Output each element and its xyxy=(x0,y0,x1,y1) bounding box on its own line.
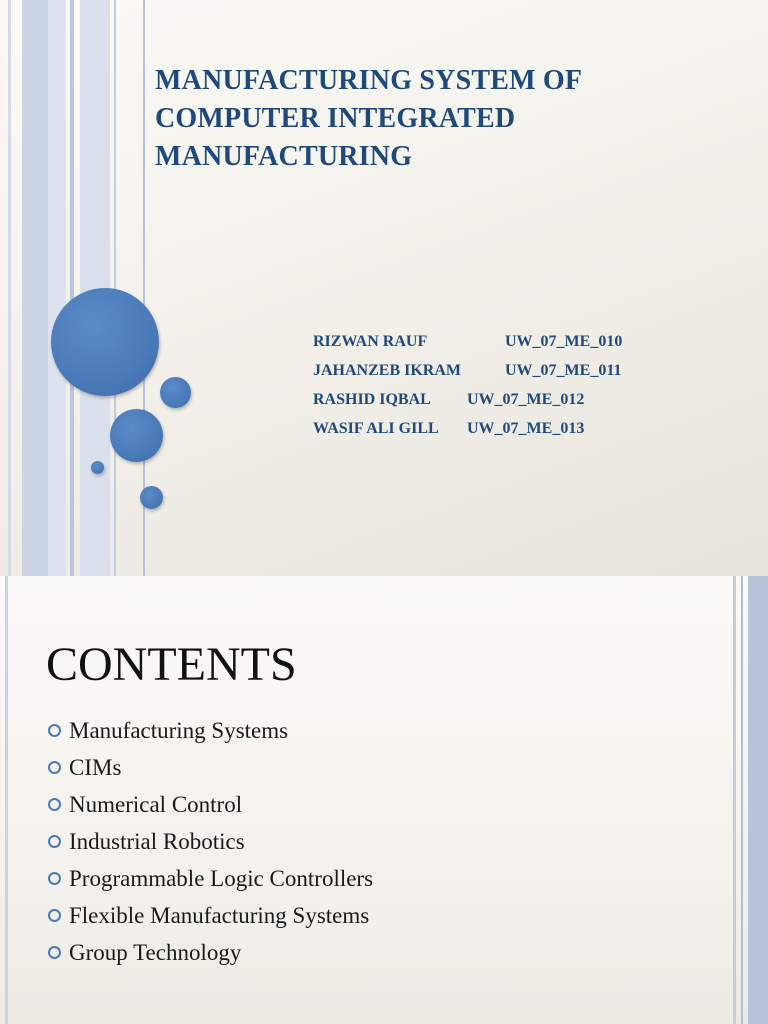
title-line: MANUFACTURING xyxy=(155,141,413,172)
stripe xyxy=(5,576,8,1024)
circle-tiny xyxy=(91,461,104,474)
list-item xyxy=(46,786,373,823)
hollow-circle-bullet-icon xyxy=(48,946,61,959)
author-name: RIZWAN RAUF xyxy=(313,333,428,350)
list-item-label: Industrial Robotics xyxy=(69,829,245,854)
list-item-label: Numerical Control xyxy=(69,792,243,817)
hollow-circle-bullet-icon xyxy=(48,909,61,922)
title-line: COMPUTER INTEGRATED xyxy=(155,103,516,134)
contents-list xyxy=(46,712,373,971)
author-id: UW_07_ME_011 xyxy=(505,362,622,379)
list-item-label: CIMs xyxy=(69,755,122,780)
stripe xyxy=(733,576,736,1024)
hollow-circle-bullet-icon xyxy=(48,798,61,811)
author-row xyxy=(289,298,709,350)
author-id: UW_07_ME_013 xyxy=(467,420,585,437)
list-item xyxy=(46,823,373,860)
list-item-label: Group Technology xyxy=(69,940,242,965)
hollow-circle-bullet-icon xyxy=(48,835,61,848)
author-name: WASIF ALI GILL xyxy=(313,420,439,437)
circle-small xyxy=(160,377,191,408)
author-id: UW_07_ME_012 xyxy=(467,391,585,408)
list-item xyxy=(46,897,373,934)
stripe xyxy=(748,576,768,1024)
circle-small xyxy=(140,486,163,509)
slide-title xyxy=(155,62,745,176)
hollow-circle-bullet-icon xyxy=(48,724,61,737)
list-item-label: Manufacturing Systems xyxy=(69,718,289,743)
hollow-circle-bullet-icon xyxy=(48,761,61,774)
list-item xyxy=(46,934,373,971)
list-item-label: Programmable Logic Controllers xyxy=(69,866,374,891)
list-item xyxy=(46,860,373,897)
hollow-circle-bullet-icon xyxy=(48,872,61,885)
circle-medium xyxy=(110,409,163,462)
author-name: JAHANZEB IKRAM xyxy=(313,362,462,379)
list-item xyxy=(46,749,373,786)
circle-large xyxy=(51,288,159,396)
author-id: UW_07_ME_010 xyxy=(505,333,623,350)
title-line: MANUFACTURING SYSTEM OF xyxy=(155,65,583,96)
author-list xyxy=(289,298,709,437)
list-item-label: Flexible Manufacturing Systems xyxy=(69,903,370,928)
author-name: RASHID IQBAL xyxy=(313,391,431,408)
stripe xyxy=(741,576,743,1024)
contents-title: CONTENTS xyxy=(46,638,297,691)
list-item xyxy=(46,712,373,749)
